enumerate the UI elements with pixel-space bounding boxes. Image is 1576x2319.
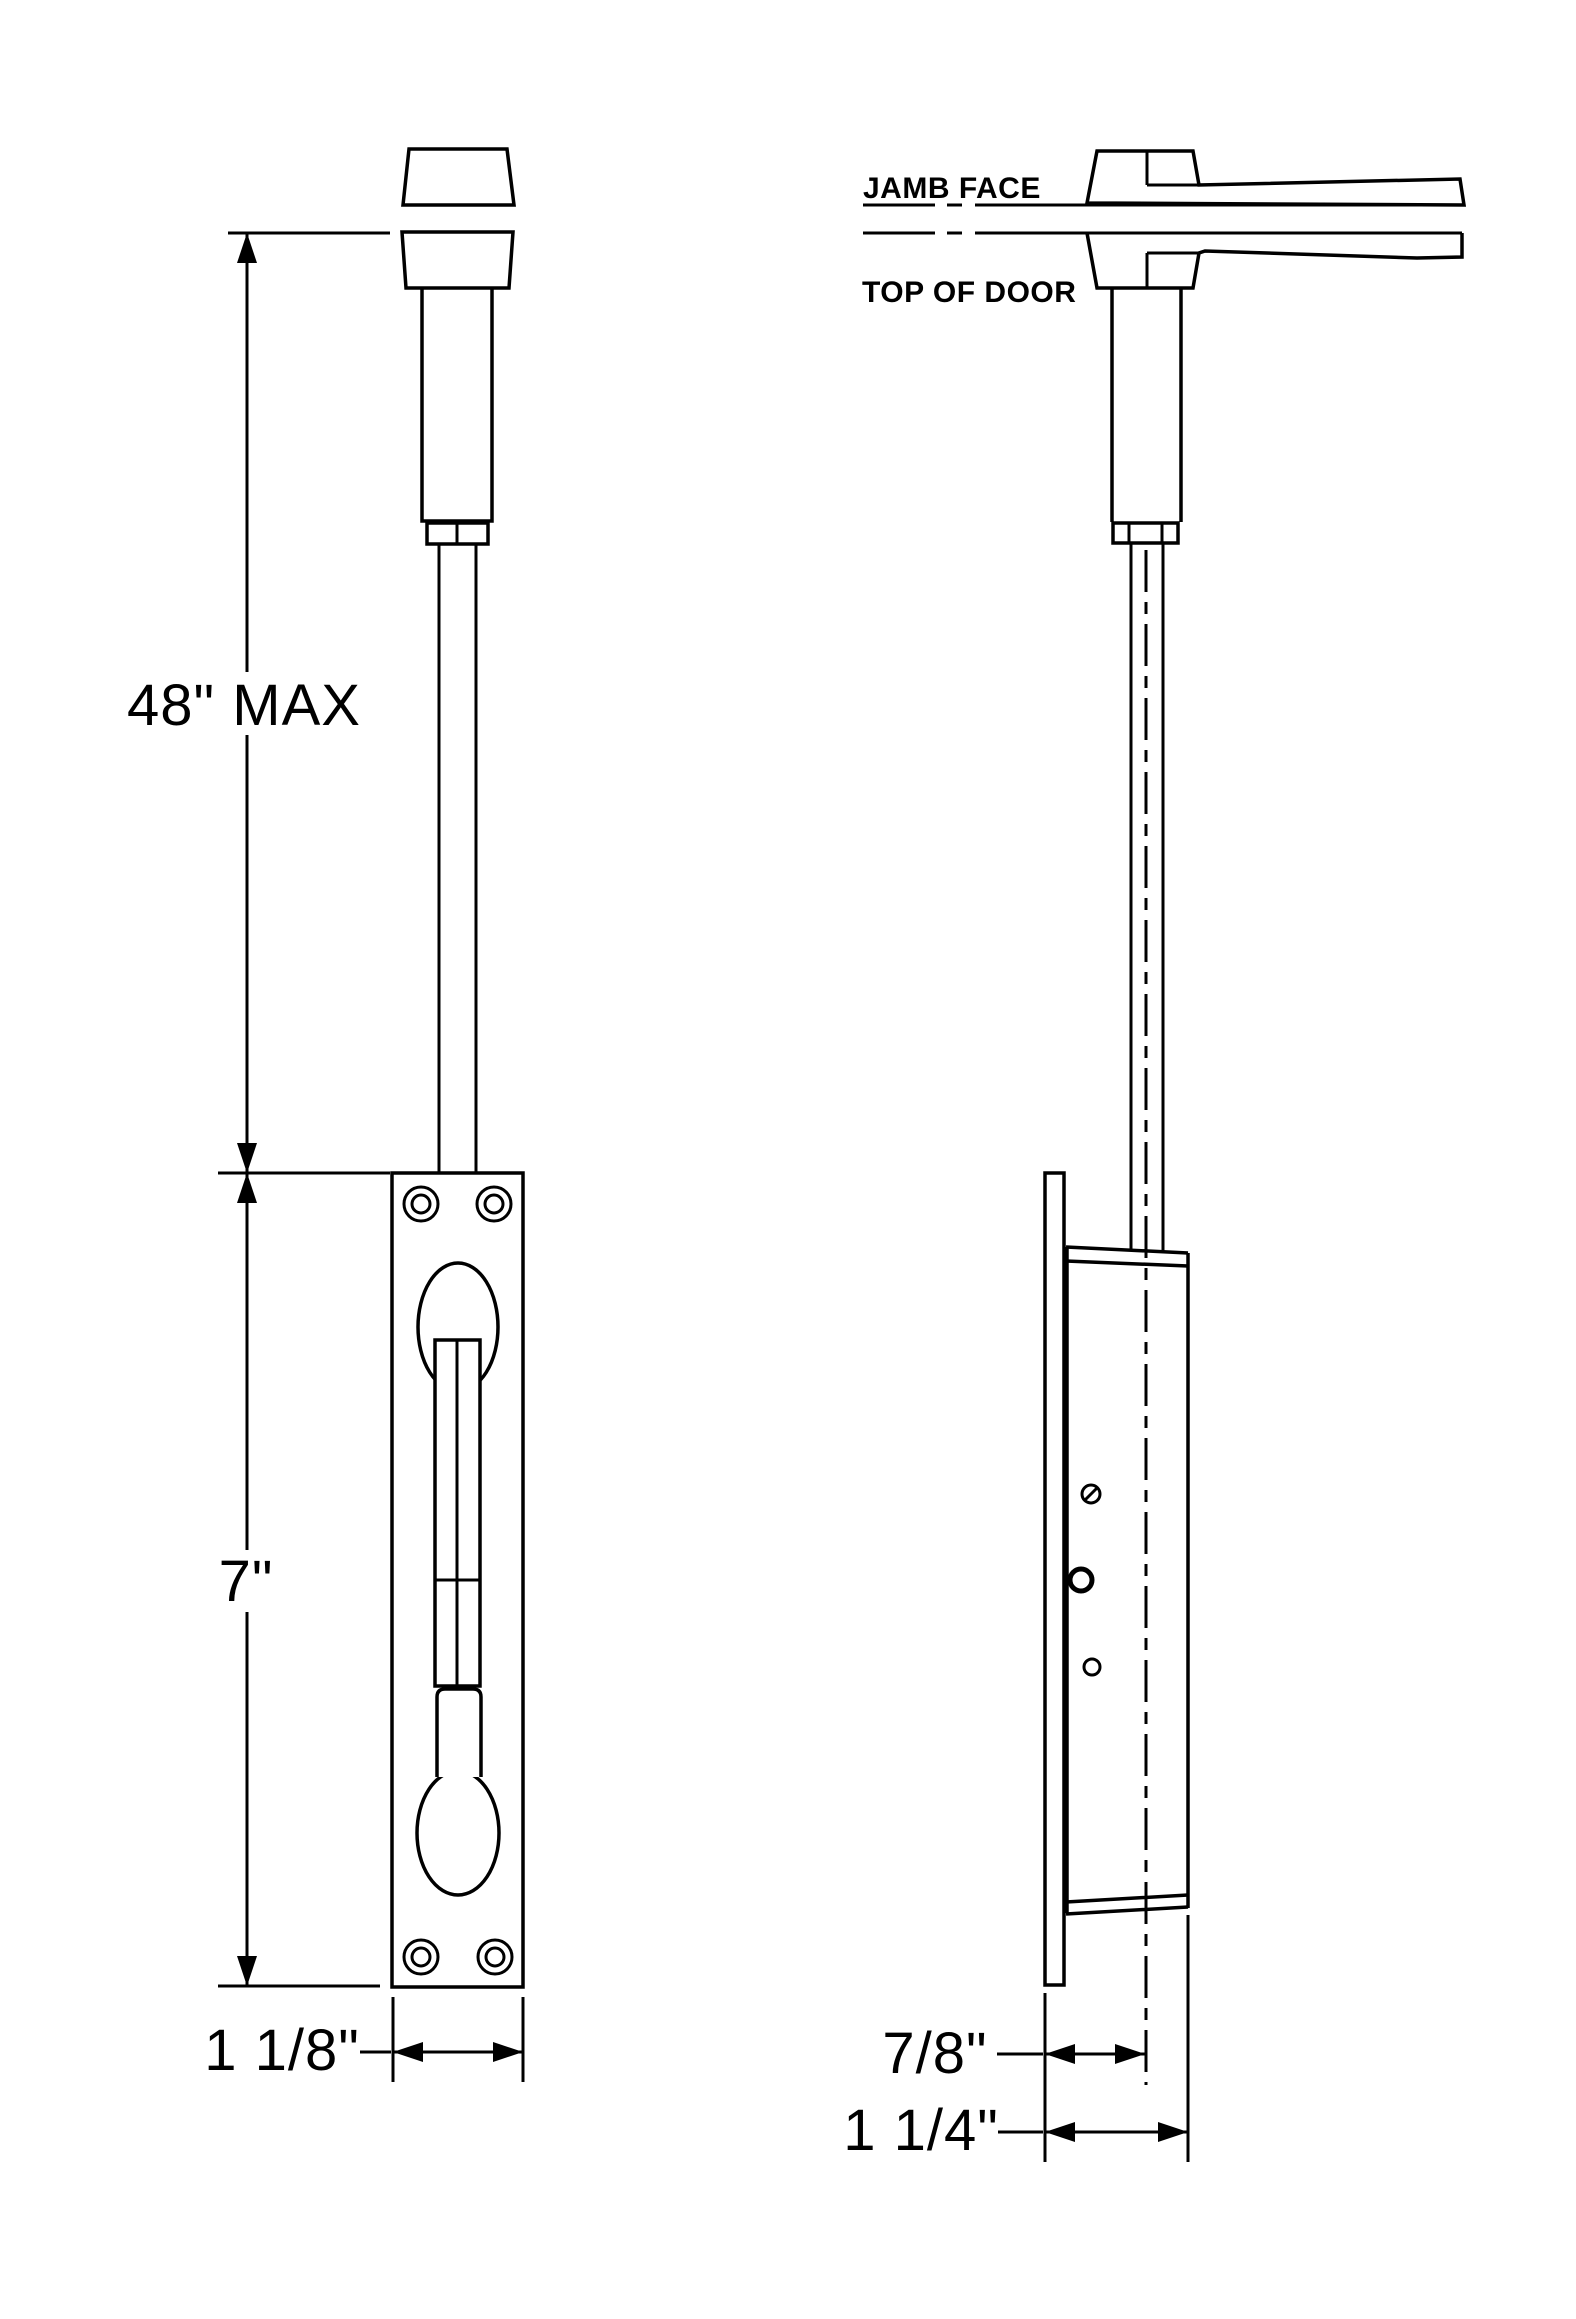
slot-lower-recess (417, 1771, 499, 1895)
arrowhead-up (237, 233, 257, 263)
mechanism-case (1066, 1247, 1188, 1914)
front-view (392, 149, 523, 1987)
bolt-head-lever-lower (1087, 233, 1462, 288)
case-hole (1084, 1659, 1100, 1675)
dimension-label-1-1-8: 1 1/8" (204, 2018, 360, 2083)
screw-hole-top-right (477, 1187, 511, 1221)
bolt-knob (437, 1689, 481, 1777)
arrowhead-down (237, 1956, 257, 1986)
jamb-face-label: JAMB FACE (863, 172, 1041, 205)
dimension-48-max (127, 233, 390, 1173)
arrowhead-left (1045, 2044, 1075, 2064)
dimension-7in (218, 1173, 380, 1986)
arrowhead-left (1045, 2122, 1075, 2142)
arrowhead-right (493, 2042, 523, 2062)
arrowhead-right (1158, 2122, 1188, 2142)
hex-nut-side (1113, 523, 1178, 543)
bolt-head-cap (403, 149, 514, 205)
dimension-label-48max: 48" MAX (127, 673, 361, 738)
case-screw (1082, 1485, 1100, 1503)
screw-hole-bottom-left (404, 1940, 438, 1974)
arrowhead-right (1115, 2044, 1145, 2064)
side-view (863, 151, 1464, 2085)
arrowhead-down (237, 1143, 257, 1173)
dimension-label-7in: 7" (218, 1549, 274, 1614)
dimension-label-7-8: 7/8" (882, 2021, 988, 2086)
top-of-door-label: TOP OF DOOR (862, 276, 1077, 309)
guide-bushing (402, 232, 513, 288)
screw-hole-bottom-right (478, 1940, 512, 1974)
arrowhead-left (393, 2042, 423, 2062)
bolt-head-lever-upper (1087, 151, 1464, 205)
dimension-label-1-1-4: 1 1/4" (843, 2098, 999, 2163)
dimension-1-1-8 (204, 1997, 523, 2083)
cylinder-body (422, 288, 492, 521)
screw-hole-top-left (404, 1187, 438, 1221)
knob-side-view (1070, 1569, 1092, 1591)
faceplate-edge (1045, 1173, 1064, 1985)
